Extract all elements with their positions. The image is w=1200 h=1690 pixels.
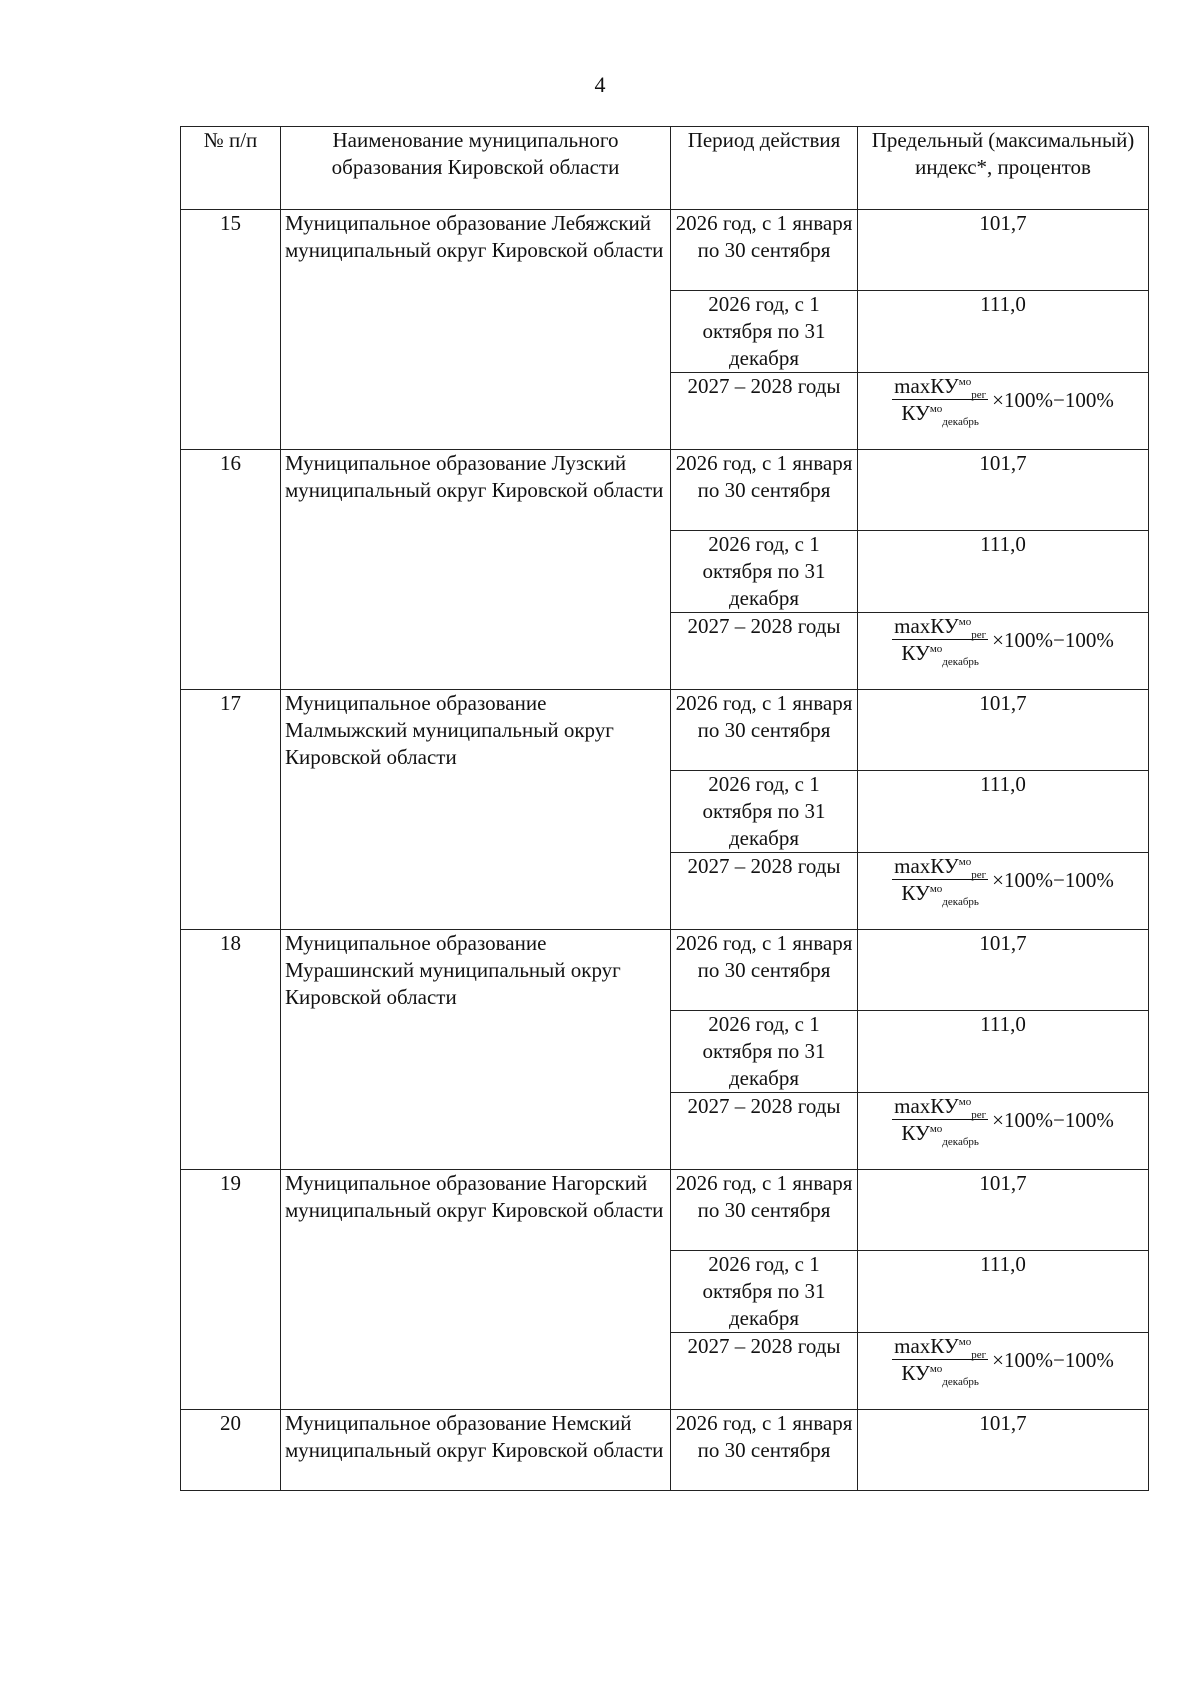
index-value: 101,7 — [858, 210, 1149, 291]
formula-fraction — [892, 614, 988, 669]
index-formula-cell — [858, 853, 1149, 930]
index-value: 101,7 — [858, 450, 1149, 531]
index-formula — [892, 614, 1114, 669]
period-cell: 2026 год, с 1 января по 30 сентября — [671, 450, 858, 531]
row-number: 17 — [181, 690, 281, 930]
index-value: 111,0 — [858, 1011, 1149, 1093]
index-value: 111,0 — [858, 771, 1149, 853]
table-header-row — [181, 127, 1149, 210]
period-cell: 2026 год, с 1 января по 30 сентября — [671, 210, 858, 291]
index-formula — [892, 374, 1114, 429]
table-row — [181, 210, 1149, 291]
table-row — [181, 450, 1149, 531]
period-cell: 2027 – 2028 годы — [671, 1093, 858, 1170]
row-number: 19 — [181, 1170, 281, 1410]
row-number: 15 — [181, 210, 281, 450]
index-value: 101,7 — [858, 930, 1149, 1011]
formula-numerator: maxКУ$^{мо}_{рег}$ — [894, 854, 987, 882]
formula-multiplier: ×100%−100% — [992, 1107, 1114, 1132]
tariff-index-table — [180, 126, 1149, 1491]
municipality-name: Муниципальное образование Лебяжский муниципальный округ Кировской области — [281, 210, 671, 450]
table-row — [181, 1170, 1149, 1251]
formula-numerator: maxКУ$^{мо}_{рег}$ — [894, 614, 987, 642]
table-row — [181, 690, 1149, 771]
index-formula — [892, 854, 1114, 909]
index-formula-cell — [858, 1093, 1149, 1170]
index-value: 101,7 — [858, 1170, 1149, 1251]
formula-denominator: $КУ^{мо}_{декабрь}$ — [901, 401, 979, 429]
table-row — [181, 930, 1149, 1011]
period-cell: 2027 – 2028 годы — [671, 1333, 858, 1410]
period-cell: 2026 год, с 1 октября по 31 декабря — [671, 771, 858, 853]
formula-numerator: maxКУ$^{мо}_{рег}$ — [894, 1094, 987, 1122]
index-formula — [892, 1094, 1114, 1149]
formula-denominator: $КУ^{мо}_{декабрь}$ — [901, 1121, 979, 1149]
period-cell: 2026 год, с 1 октября по 31 декабря — [671, 1251, 858, 1333]
formula-fraction — [892, 1094, 988, 1149]
period-cell: 2026 год, с 1 января по 30 сентября — [671, 1170, 858, 1251]
formula-numerator: maxКУ$^{мо}_{рег}$ — [894, 374, 987, 402]
period-cell: 2026 год, с 1 января по 30 сентября — [671, 930, 858, 1011]
formula-denominator: $КУ^{мо}_{декабрь}$ — [901, 1361, 979, 1389]
formula-fraction — [892, 854, 988, 909]
index-formula-cell — [858, 613, 1149, 690]
formula-multiplier: ×100%−100% — [992, 867, 1114, 892]
header-period: Период действия — [671, 127, 858, 210]
index-formula-cell — [858, 1333, 1149, 1410]
formula-fraction — [892, 1334, 988, 1389]
index-formula — [892, 1334, 1114, 1389]
municipality-name: Муниципальное образование Немский муниципальный округ Кировской области — [281, 1410, 671, 1491]
municipality-name: Муниципальное образование Нагорский муниципальный округ Кировской области — [281, 1170, 671, 1410]
formula-multiplier: ×100%−100% — [992, 1347, 1114, 1372]
index-value: 111,0 — [858, 291, 1149, 373]
header-index: Предельный (максимальный) индекс*, процентов — [858, 127, 1149, 210]
period-cell: 2026 год, с 1 января по 30 сентября — [671, 1410, 858, 1491]
formula-fraction — [892, 374, 988, 429]
period-cell: 2027 – 2028 годы — [671, 853, 858, 930]
municipality-name: Муниципальное образование Мурашинский муниципальный округ Кировской области — [281, 930, 671, 1170]
table-body — [181, 210, 1149, 1491]
index-value: 111,0 — [858, 531, 1149, 613]
page-number: 4 — [594, 72, 606, 97]
formula-multiplier: ×100%−100% — [992, 627, 1114, 652]
formula-multiplier: ×100%−100% — [992, 387, 1114, 412]
row-number: 18 — [181, 930, 281, 1170]
period-cell: 2026 год, с 1 октября по 31 декабря — [671, 531, 858, 613]
header-name: Наименование муниципального образования Кировской области — [281, 127, 671, 210]
index-value: 111,0 — [858, 1251, 1149, 1333]
index-value: 101,7 — [858, 690, 1149, 771]
index-formula-cell — [858, 373, 1149, 450]
formula-numerator: maxКУ$^{мо}_{рег}$ — [894, 1334, 987, 1362]
period-cell: 2026 год, с 1 октября по 31 декабря — [671, 291, 858, 373]
header-num: № п/п — [181, 127, 281, 210]
formula-denominator: $КУ^{мо}_{декабрь}$ — [901, 881, 979, 909]
row-number: 16 — [181, 450, 281, 690]
municipality-name: Муниципальное образование Малмыжский муниципальный округ Кировской области — [281, 690, 671, 930]
period-cell: 2027 – 2028 годы — [671, 373, 858, 450]
period-cell: 2027 – 2028 годы — [671, 613, 858, 690]
period-cell: 2026 год, с 1 января по 30 сентября — [671, 690, 858, 771]
period-cell: 2026 год, с 1 октября по 31 декабря — [671, 1011, 858, 1093]
municipality-name: Муниципальное образование Лузский муниципальный округ Кировской области — [281, 450, 671, 690]
row-number: 20 — [181, 1410, 281, 1491]
table-row — [181, 1410, 1149, 1491]
index-value: 101,7 — [858, 1410, 1149, 1491]
formula-denominator: $КУ^{мо}_{декабрь}$ — [901, 641, 979, 669]
